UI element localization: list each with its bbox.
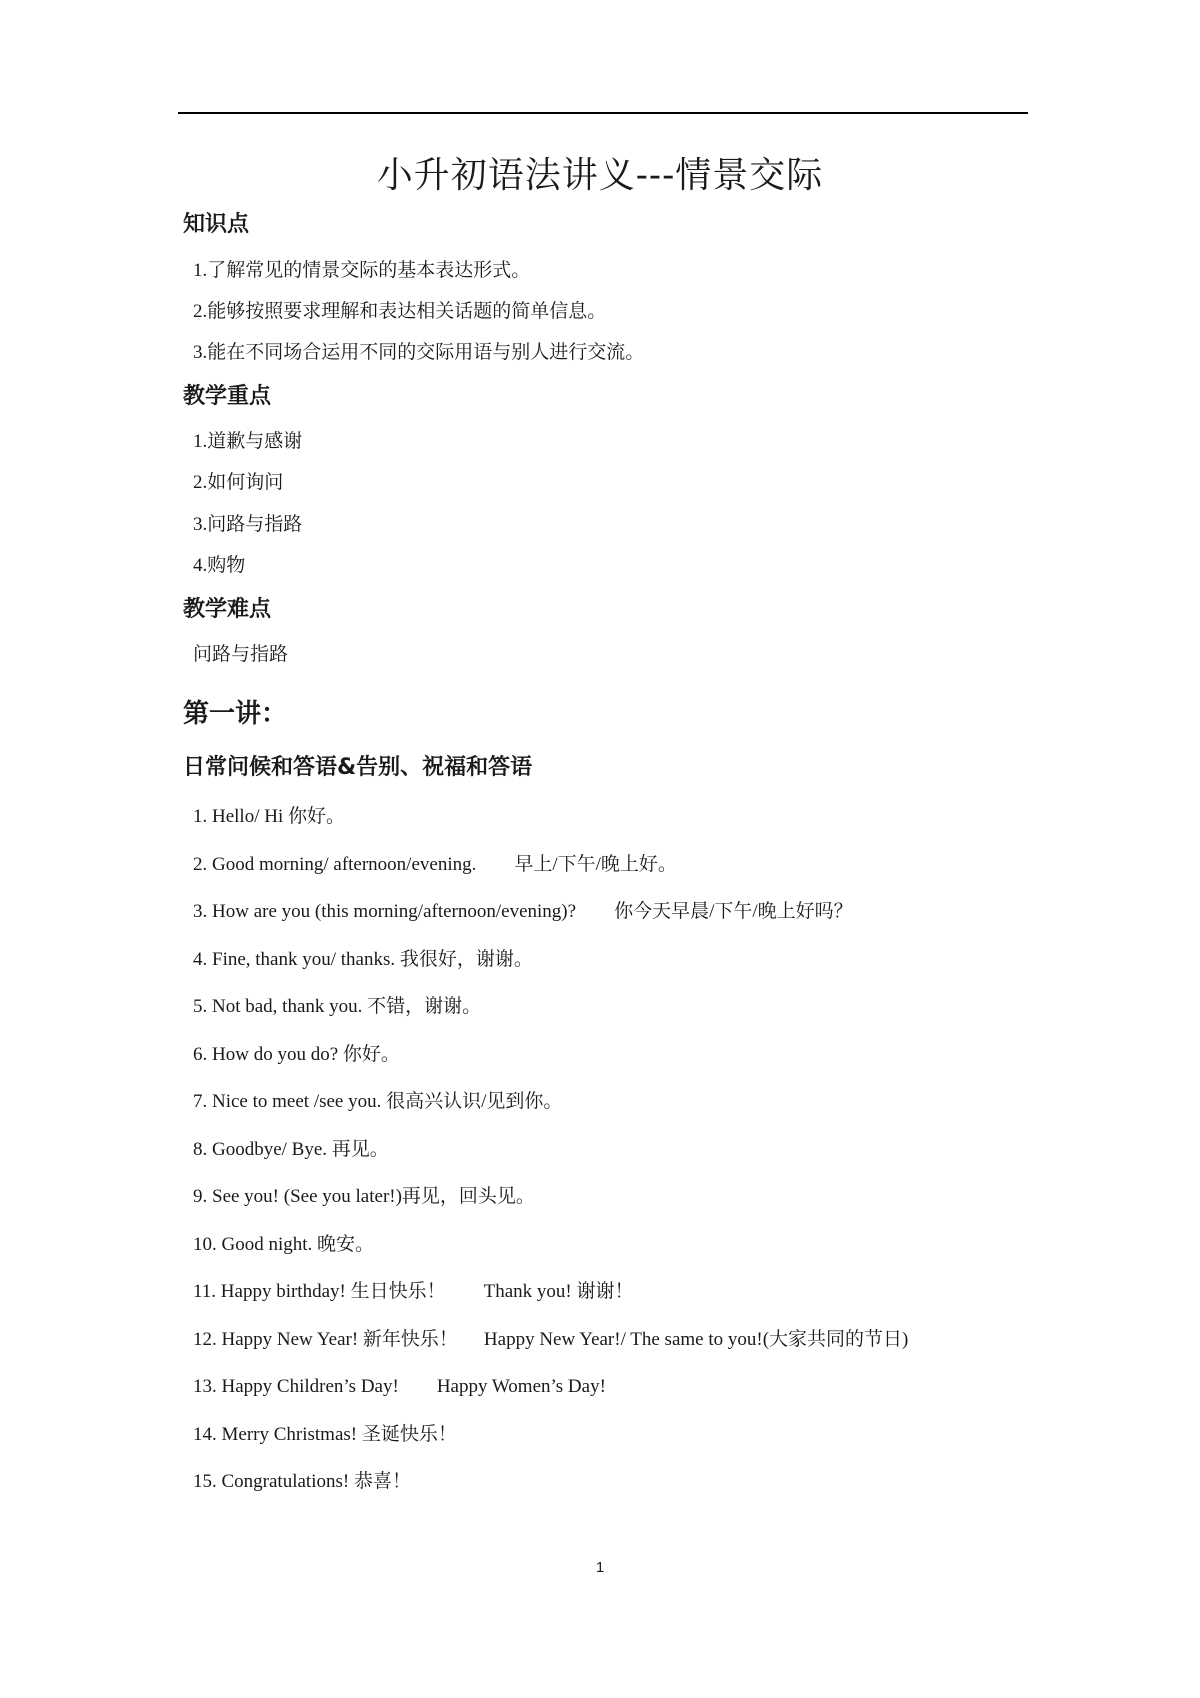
lecture-subheading: 日常问候和答语&告别、祝福和答语: [183, 755, 533, 780]
phrase-translation: Thank you! 谢谢！: [483, 1281, 634, 1302]
phrase-text: 6. How do you do? 你好。: [193, 1044, 400, 1065]
page-number: 1: [595, 1559, 605, 1576]
phrase-text: 3. How are you (this morning/afternoon/evening)?: [193, 901, 577, 922]
phrase-row: [193, 1184, 535, 1210]
list-item: 2.能够按照要求理解和表达相关话题的简单信息。: [193, 301, 607, 322]
list-item: 1.了解常见的情景交际的基本表达形式。: [193, 260, 531, 281]
phrase-row: [193, 1469, 411, 1495]
list-item: 问路与指路: [193, 644, 289, 665]
phrase-text: 14. Merry Christmas! 圣诞快乐！: [193, 1424, 457, 1445]
phrase-text: 11. Happy birthday! 生日快乐！: [193, 1281, 446, 1302]
phrase-text: 4. Fine, thank you/ thanks. 我很好，谢谢。: [193, 949, 533, 970]
phrase-text: 5. Not bad, thank you. 不错，谢谢。: [193, 996, 482, 1017]
phrase-translation: 你今天早晨/下午/晚上好吗？: [614, 901, 853, 922]
phrase-text: 10. Good night. 晚安。: [193, 1234, 375, 1255]
document-title: 小升初语法讲义---情景交际: [376, 155, 824, 196]
phrase-translation: Happy Women’s Day!: [436, 1376, 606, 1397]
phrase-text: 1. Hello/ Hi 你好。: [193, 806, 345, 827]
phrase-text: 2. Good morning/ afternoon/evening.: [193, 854, 477, 875]
phrase-text: 8. Goodbye/ Bye. 再见。: [193, 1139, 389, 1160]
section-heading-knowledge-points: 知识点: [183, 212, 250, 237]
lecture-heading: 第一讲：: [183, 699, 288, 729]
phrase-row: [193, 947, 533, 973]
phrase-text: 12. Happy New Year! 新年快乐！: [193, 1329, 458, 1350]
phrase-row: [193, 994, 481, 1020]
phrase-row: [193, 1279, 633, 1305]
list-item: 1.道歉与感谢: [193, 431, 303, 452]
phrase-row: [193, 1327, 908, 1353]
phrase-row: [193, 1232, 374, 1258]
phrase-text: 13. Happy Children’s Day!: [193, 1376, 399, 1397]
phrase-row: [193, 899, 853, 925]
phrase-translation: 早上/下午/晚上好。: [514, 854, 677, 875]
list-item: 3.问路与指路: [193, 514, 303, 535]
section-heading-teaching-difficulty: 教学难点: [183, 597, 272, 622]
section-heading-teaching-focus: 教学重点: [183, 384, 272, 409]
phrase-text: 7. Nice to meet /see you. 很高兴认识/见到你。: [193, 1091, 563, 1112]
phrase-row: [193, 1042, 400, 1068]
phrase-text: 9. See you! (See you later!)再见，回头见。: [193, 1186, 535, 1207]
list-item: 2.如何询问: [193, 472, 284, 493]
list-item: 4.购物: [193, 555, 246, 576]
phrase-row: [193, 804, 345, 830]
phrase-row: [193, 1089, 562, 1115]
phrase-row: [193, 852, 677, 878]
phrase-translation: Happy New Year!/ The same to you!(大家共同的节日): [483, 1329, 909, 1350]
phrase-row: [193, 1374, 606, 1400]
phrase-row: [193, 1422, 457, 1448]
list-item: 3.能在不同场合运用不同的交际用语与别人进行交流。: [193, 342, 645, 363]
phrase-text: 15. Congratulations! 恭喜！: [193, 1471, 411, 1492]
phrase-row: [193, 1137, 389, 1163]
header-rule: [178, 112, 1028, 114]
